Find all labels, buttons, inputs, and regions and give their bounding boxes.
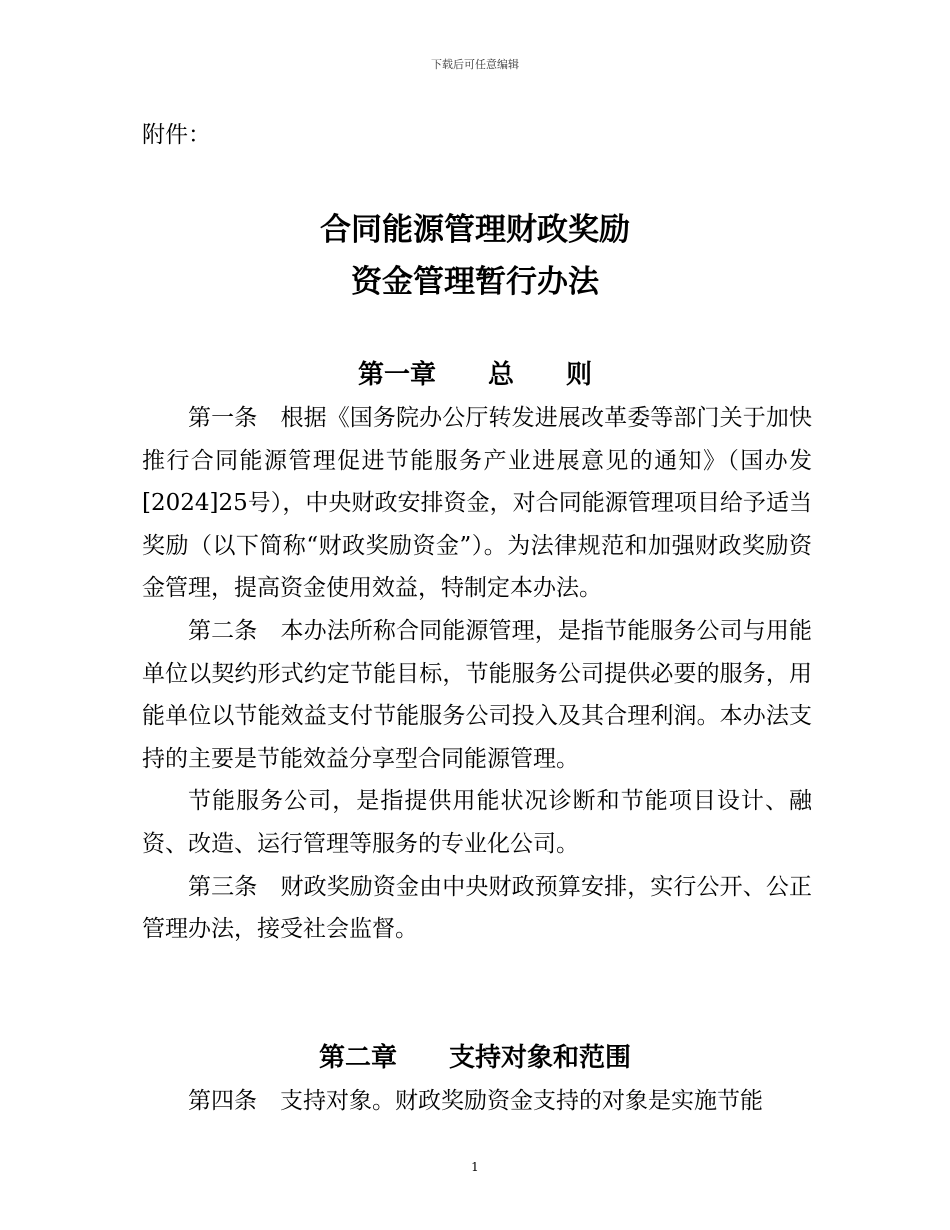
page-header: 下载后可任意编辑: [431, 58, 519, 71]
chapter-1-heading: 第一章 总 则: [357, 360, 592, 390]
article-2-paragraph: 第二条 本办法所称合同能源管理，是指节能服务公司与用能单位以契约形式约定节能目标，节能服务公司提供必要的服务，用能单位以节能效益支付节能服务公司投入及其合理利润。本办法支持的主要是节能效益分享型合同能源管理。: [142, 617, 812, 772]
document-title-line-2: 资金管理暂行办法: [351, 264, 599, 300]
chapter-2-heading: 第二章 支持对象和范围: [318, 1043, 631, 1073]
chapter-1-body: [142, 397, 812, 951]
chapter-2-body: [142, 1080, 812, 1123]
article-1-paragraph: 第一条 根据《国务院办公厅转发进展改革委等部门关于加快推行合同能源管理促进节能服务产业进展意见的通知》（国办发[2024]25号），中央财政安排资金，对合同能源管理项目给予适当奖励（以下简称“财政奖励资金”）。为法律规范和加强财政奖励资金管理，提高资金使用效益，特制定本办法。: [142, 405, 812, 602]
article-3-paragraph: 第三条 财政奖励资金由中央财政预算安排，实行公开、公正管理办法，接受社会监督。: [142, 873, 812, 943]
document-title-line-1: 合同能源管理财政奖励: [320, 212, 630, 248]
article-2-definition-paragraph: 节能服务公司，是指提供用能状况诊断和节能项目设计、融资、改造、运行管理等服务的专业化公司。: [142, 788, 812, 857]
article-4-paragraph: 第四条 支持对象。财政奖励资金支持的对象是实施节能: [188, 1088, 763, 1114]
page-number: 1: [471, 1160, 479, 1174]
attachment-label: 附件：: [142, 122, 211, 148]
